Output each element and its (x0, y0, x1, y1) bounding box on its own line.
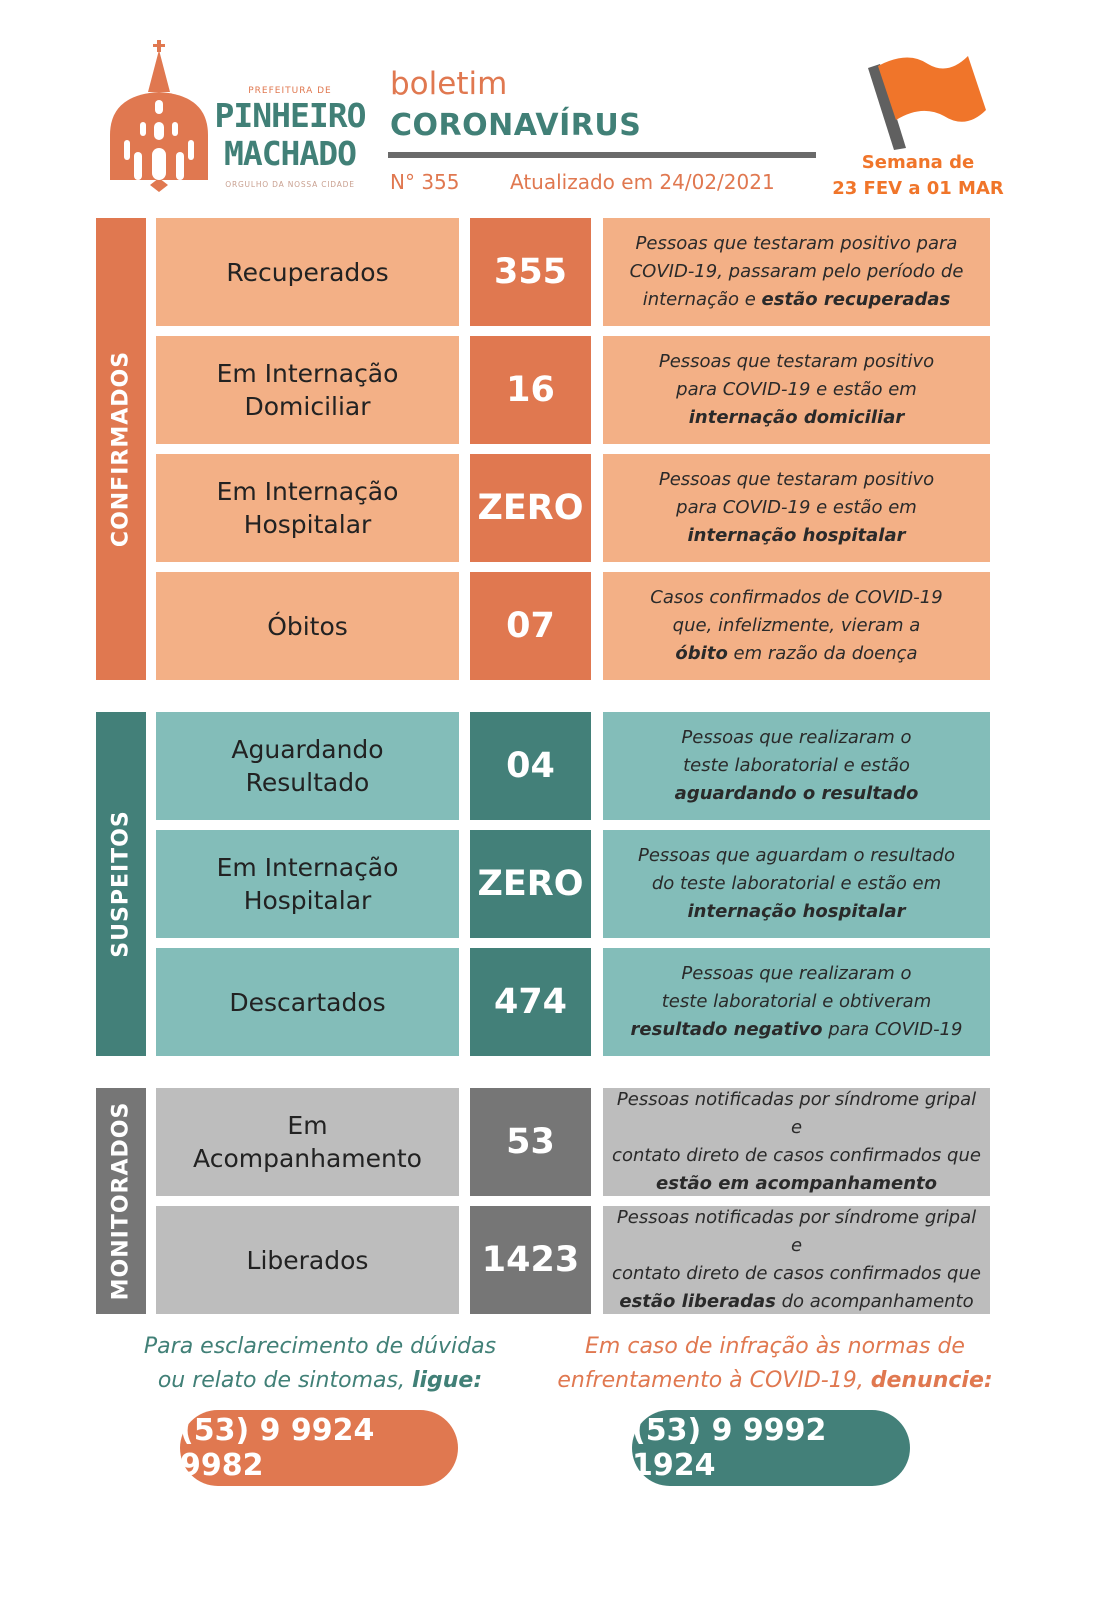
suspeitos-section-label: SUSPEITOS (96, 712, 146, 1056)
row-label-line2: Hospitalar (243, 886, 372, 915)
confirmados-row-value: 07 (470, 572, 591, 680)
desc-line2: que, infelizmente, vieram a (672, 615, 921, 636)
confirmados-row-label (156, 336, 459, 444)
monitorados-row-description (603, 1088, 990, 1196)
contact-phone-button[interactable]: (53) 9 9924 9982 (180, 1410, 458, 1486)
header-divider (388, 152, 816, 158)
contact-line1: Para esclarecimento de dúvidas (143, 1334, 497, 1359)
row-label-line1: Recuperados (226, 257, 389, 287)
row-label-line2: Resultado (245, 768, 370, 797)
monitorados-row-value: 1423 (470, 1206, 591, 1314)
confirmados-row-description (603, 336, 990, 444)
desc-line1: Pessoas que realizaram o (681, 727, 912, 748)
logo-city-line2: MACHADO (223, 134, 357, 173)
desc-line1: Pessoas que aguardam o resultado (638, 845, 955, 866)
desc-line3: internação hospitalar (687, 525, 906, 546)
desc-line3: internação hospitalar (687, 901, 906, 922)
confirmados-row-description (603, 218, 990, 326)
bulletin-number: N° 355 (390, 170, 460, 194)
row-label-line1: Em (287, 1111, 328, 1140)
row-label-line1: Em Internação (216, 359, 399, 388)
desc-line3: óbito em razão da doença (675, 643, 918, 664)
desc-line2: do teste laboratorial e estão em (651, 873, 942, 894)
desc-line3: estão em acompanhamento (655, 1173, 938, 1194)
report-line1: Em caso de infração às normas de (585, 1334, 965, 1359)
suspeitos-row-label (156, 948, 459, 1056)
week-label: Semana de (861, 152, 975, 173)
row-label-line1: Liberados (246, 1245, 369, 1275)
desc-line2: teste laboratorial e estão (683, 755, 910, 776)
bulletin-title: boletim (390, 66, 508, 102)
suspeitos-row-value: ZERO (470, 830, 591, 938)
desc-line3: internação e estão recuperadas (642, 289, 951, 310)
monitorados-row-value: 53 (470, 1088, 591, 1196)
church-icon (110, 40, 210, 195)
row-label-line2: Hospitalar (243, 510, 372, 539)
report-phone-button[interactable]: (53) 9 9992 1924 (632, 1410, 910, 1486)
monitorados-row-label (156, 1088, 459, 1196)
desc-line2: COVID-19, passaram pelo período de (629, 261, 964, 282)
updated-date: Atualizado em 24/02/2021 (510, 170, 775, 194)
logo-city-line1: PINHEIRO (214, 96, 366, 135)
monitorados-row-description (603, 1206, 990, 1314)
desc-line2: teste laboratorial e obtiveram (661, 991, 932, 1012)
desc-line1: Casos confirmados de COVID-19 (650, 587, 943, 608)
row-label-line1: Descartados (229, 987, 386, 1017)
row-label-line2: Acompanhamento (193, 1144, 422, 1173)
confirmados-row-label (156, 572, 459, 680)
desc-line2: para COVID-19 e estão em (676, 497, 917, 518)
report-text (540, 1330, 1010, 1398)
logo-tagline: ORGULHO DA NOSSA CIDADE (225, 180, 355, 189)
confirmados-row-value: ZERO (470, 454, 591, 562)
confirmados-row-label (156, 218, 459, 326)
suspeitos-row-label (156, 830, 459, 938)
report-line2: enfrentamento à COVID-19, denuncie: (557, 1368, 993, 1393)
row-label-line1: Óbitos (267, 611, 348, 641)
desc-line3: internação domiciliar (688, 407, 905, 428)
desc-line1: Pessoas que testaram positivo (658, 351, 935, 372)
bulletin-subtitle: CORONAVÍRUS (390, 108, 642, 143)
desc-line1: Pessoas que testaram positivo para (635, 233, 958, 254)
logo-prefeitura-text: PREFEITURA DE (248, 86, 332, 96)
week-range (818, 150, 1018, 202)
suspeitos-row-description (603, 712, 990, 820)
row-label-line1: Aguardando (231, 735, 384, 764)
monitorados-row-label (156, 1206, 459, 1314)
row-label-line1: Em Internação (216, 477, 399, 506)
suspeitos-row-label (156, 712, 459, 820)
contact-line2: ou relato de sintomas, ligue: (157, 1368, 483, 1393)
suspeitos-row-description (603, 830, 990, 938)
desc-line2: contato direto de casos confirmados que (612, 1263, 981, 1284)
suspeitos-row-description (603, 948, 990, 1056)
desc-line1: Pessoas que realizaram o (681, 963, 912, 984)
desc-line2: contato direto de casos confirmados que (612, 1145, 981, 1166)
desc-line2: para COVID-19 e estão em (676, 379, 917, 400)
desc-line1: Pessoas notificadas por síndrome gripal e (616, 1089, 977, 1138)
row-label-line1: Em Internação (216, 853, 399, 882)
week-dates: 23 FEV a 01 MAR (832, 178, 1004, 199)
desc-line3: resultado negativo para COVID-19 (630, 1019, 963, 1040)
confirmados-row-label (156, 454, 459, 562)
suspeitos-row-value: 04 (470, 712, 591, 820)
flag-icon (868, 50, 988, 150)
desc-line3: aguardando o resultado (674, 783, 919, 804)
desc-line3: estão liberadas do acompanhamento (619, 1291, 974, 1312)
confirmados-row-value: 16 (470, 336, 591, 444)
contact-text (130, 1330, 510, 1398)
row-label-line2: Domiciliar (244, 392, 371, 421)
suspeitos-row-value: 474 (470, 948, 591, 1056)
confirmados-section-label: CONFIRMADOS (96, 218, 146, 680)
confirmados-row-value: 355 (470, 218, 591, 326)
desc-line1: Pessoas que testaram positivo (658, 469, 935, 490)
confirmados-row-description (603, 454, 990, 562)
desc-line1: Pessoas notificadas por síndrome gripal e (616, 1207, 977, 1256)
confirmados-row-description (603, 572, 990, 680)
monitorados-section-label: MONITORADOS (96, 1088, 146, 1314)
